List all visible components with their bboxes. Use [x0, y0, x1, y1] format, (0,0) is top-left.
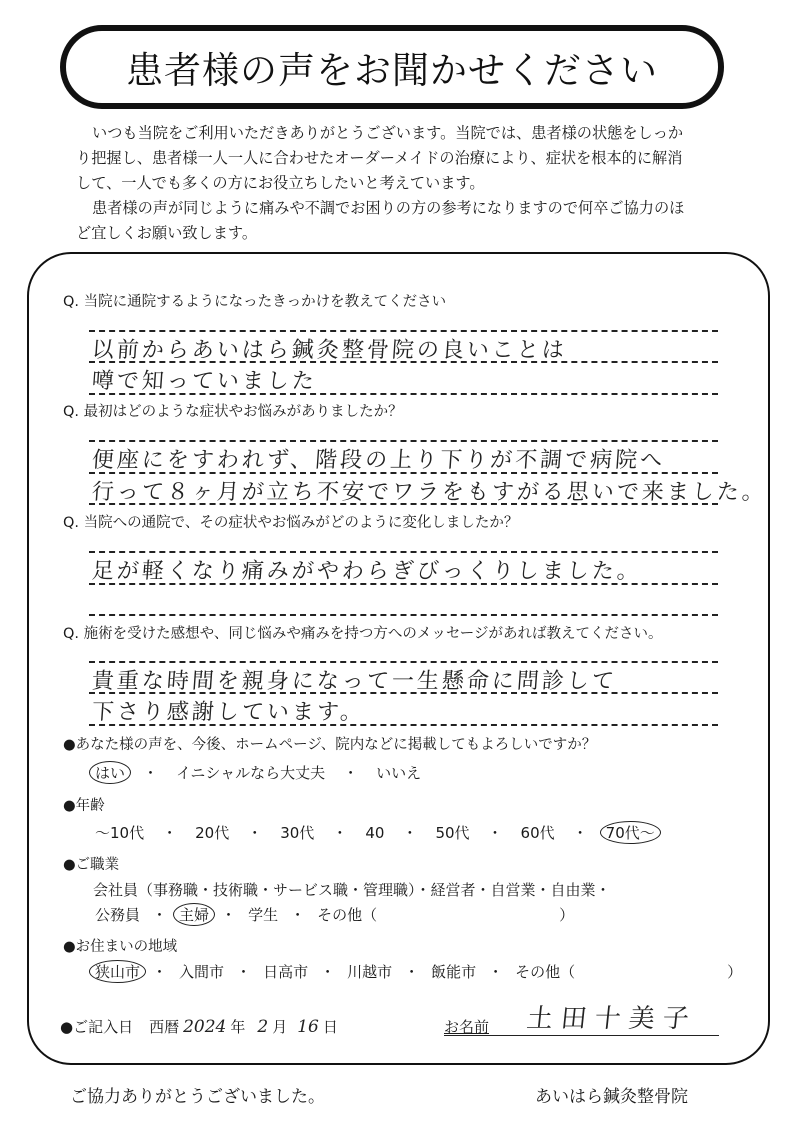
intro-paragraph	[76, 121, 776, 246]
answer-line	[89, 503, 718, 505]
answer-line	[89, 440, 718, 442]
name-label: お名前	[444, 1018, 490, 1036]
answer-line	[89, 361, 718, 363]
separator-dot: ・	[404, 963, 420, 981]
separator-dot: ・	[290, 906, 306, 924]
intro-line: ど宜しくお願い致します。	[76, 224, 258, 242]
region-option-iruma[interactable]: 入間市	[179, 963, 225, 981]
intro-line: り把握し、患者様一人一人に合わせたオーダーメイドの治療により、症状を根本的に解消	[76, 149, 683, 167]
region-option-other[interactable]: その他（	[515, 963, 576, 981]
separator-dot: ・	[152, 906, 168, 924]
answer-line	[89, 472, 718, 474]
day-unit: 日	[322, 1018, 338, 1036]
consent-options	[93, 762, 423, 783]
occupation-options-line-2	[93, 904, 574, 925]
separator-dot: ・	[236, 963, 252, 981]
intro-line: いつも当院をご利用いただきありがとうございます。当院では、患者様の状態をしっか	[92, 124, 684, 142]
region-option-hidaka[interactable]: 日高市	[263, 963, 309, 981]
footer-thanks: ご協力ありがとうございました。	[70, 1087, 325, 1107]
region-option-kawagoe[interactable]: 川越市	[347, 963, 393, 981]
question-4-answer-line-1: 貴重な時間を親身になって一生懸命に問診して	[90, 669, 618, 694]
page-title: 患者様の声をお聞かせください	[126, 49, 658, 92]
question-2-answer-line-1: 便座にをすわれず、階段の上り下りが不調で病院へ	[90, 448, 666, 473]
answer-line	[89, 583, 718, 585]
age-option-50s[interactable]: 50代	[435, 824, 470, 842]
separator-dot: ・	[343, 764, 359, 782]
name-underline	[444, 1035, 719, 1036]
consent-option-initials[interactable]: イニシャルなら大丈夫	[176, 764, 326, 782]
separator-dot: ・	[487, 824, 503, 842]
separator-dot: ・	[402, 824, 418, 842]
separator-dot: ・	[152, 963, 168, 981]
name-field[interactable]: 土田十美子	[525, 1004, 699, 1034]
occupation-options-line-1[interactable]: 会社員（事務職・技術職・サービス職・管理職）・経営者・自営業・自由業・	[93, 881, 611, 899]
region-option-sayama[interactable]: 狭山市	[89, 960, 146, 983]
region-options	[93, 961, 742, 982]
entry-day-value[interactable]: 16	[297, 1017, 319, 1037]
consent-option-yes[interactable]: はい	[89, 761, 131, 784]
question-1-label: Q. 当院に通院するようになったきっかけを教えてください	[63, 294, 447, 310]
age-label: ●年齢	[63, 798, 105, 814]
question-2-answer-line-2: 行って８ヶ月が立ち不安でワラをもすがる思いで来ました。	[90, 480, 768, 505]
answer-line	[89, 614, 718, 616]
region-label: ●お住まいの地域	[63, 939, 178, 955]
region-other-close: ）	[727, 963, 743, 981]
separator-dot: ・	[143, 764, 159, 782]
age-option-60s[interactable]: 60代	[520, 824, 555, 842]
question-3-label: Q. 当院への通院で、その症状やお悩みがどのように変化しましたか？	[63, 515, 519, 531]
answer-line	[89, 393, 718, 395]
era-label: 西暦	[149, 1018, 180, 1036]
occupation-option-homemaker[interactable]: 主婦	[173, 903, 215, 926]
clinic-name: あいはら鍼灸整骨院	[535, 1087, 688, 1107]
consent-label: ●あなた様の声を、今後、ホームページ、院内などに掲載してもよろしいですか？	[63, 737, 597, 753]
entry-month-value[interactable]: 2	[257, 1017, 269, 1037]
question-3-answer-line-1: 足が軽くなり痛みがやわらぎびっくりしました。	[90, 559, 643, 584]
separator-dot: ・	[488, 963, 504, 981]
consent-option-no[interactable]: いいえ	[376, 764, 422, 782]
occupation-other-close: ）	[559, 906, 575, 924]
intro-line: して、一人でも多くの方にお役立ちしたいと考えています。	[76, 174, 485, 192]
entry-date-row	[60, 1016, 338, 1037]
question-4-answer-line-2: 下さり感謝しています。	[90, 700, 366, 725]
question-4-label: Q. 施術を受けた感想や、同じ悩みや痛みを持つ方へのメッセージがあれば教えてください。	[63, 626, 663, 642]
question-1-answer-line-2: 噂で知っていました	[90, 369, 318, 394]
entry-date-label: ●ご記入日	[60, 1018, 134, 1036]
question-2-label: Q. 最初はどのような症状やお悩みがありましたか？	[63, 404, 403, 420]
region-option-hanno[interactable]: 飯能市	[431, 963, 477, 981]
separator-dot: ・	[221, 906, 237, 924]
title-banner	[60, 25, 724, 109]
answer-line	[89, 661, 718, 663]
separator-dot: ・	[572, 824, 588, 842]
age-option-20s[interactable]: 20代	[195, 824, 230, 842]
occupation-option-student[interactable]: 学生	[248, 906, 279, 924]
occupation-label: ●ご職業	[63, 857, 120, 873]
age-option-30s[interactable]: 30代	[280, 824, 315, 842]
separator-dot: ・	[332, 824, 348, 842]
age-options	[93, 822, 657, 843]
separator-dot: ・	[247, 824, 263, 842]
year-unit: 年	[230, 1018, 246, 1036]
entry-year-value[interactable]: 2024	[183, 1017, 227, 1037]
question-1-answer-line-1: 以前からあいはら鍼灸整骨院の良いことは	[90, 338, 568, 363]
answer-line	[89, 724, 718, 726]
occupation-option-civil-servant[interactable]: 公務員	[95, 906, 141, 924]
answer-line	[89, 330, 718, 332]
occupation-option-other[interactable]: その他（	[317, 906, 378, 924]
age-option-10s[interactable]: ～10代	[95, 824, 145, 842]
age-option-40s[interactable]: 40	[365, 823, 385, 842]
answer-line	[89, 692, 718, 694]
month-unit: 月	[272, 1018, 288, 1036]
age-option-70s-plus[interactable]: 70代～	[600, 821, 661, 844]
separator-dot: ・	[162, 824, 178, 842]
intro-line: 患者様の声が同じように痛みや不調でお困りの方の参考になりますので何卒ご協力のほ	[92, 199, 685, 217]
separator-dot: ・	[320, 963, 336, 981]
answer-line	[89, 551, 718, 553]
